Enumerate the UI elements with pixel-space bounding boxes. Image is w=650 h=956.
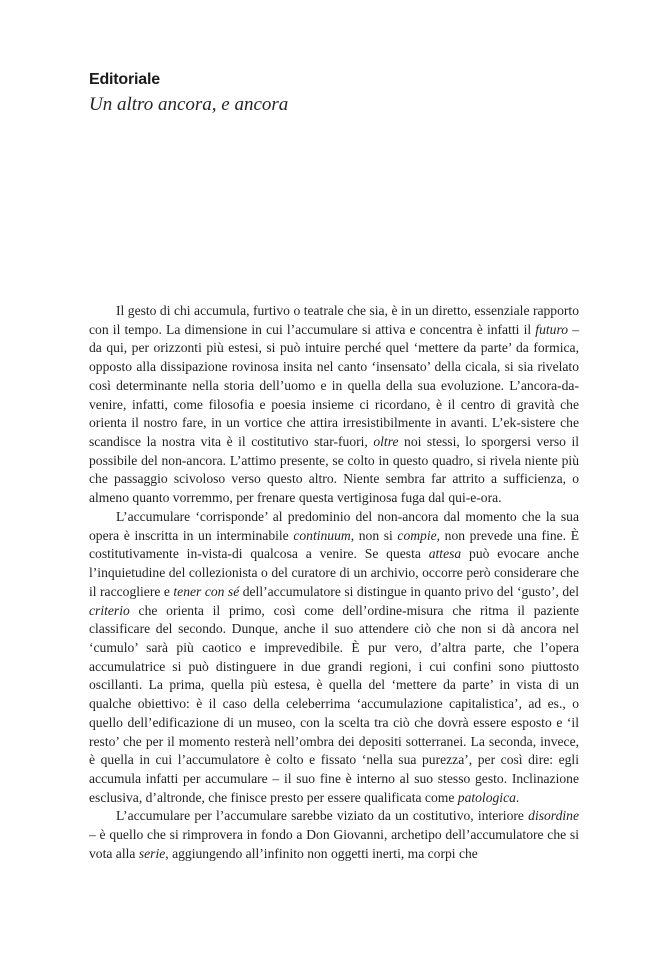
italic-text-run: oltre xyxy=(373,434,399,450)
text-run: dell’accumulatore si distingue in quanto privo del ‘gusto’, del xyxy=(239,583,579,599)
section-rubric: Editoriale xyxy=(89,71,160,88)
article-header xyxy=(89,70,589,117)
body-paragraph xyxy=(89,807,579,863)
text-run: Il gesto di chi accumula, furtivo o teatrale che sia, è in un diretto, essenziale rapporto con il tempo. La dimensione in cui l’accumulare si attiva e concentra è infatti il xyxy=(89,303,579,337)
italic-text-run: patologica xyxy=(457,789,516,805)
italic-text-run: serie xyxy=(138,845,166,861)
body-paragraph xyxy=(89,508,579,808)
text-run: – è quello che si rimprovera in fondo a Don Giovanni, archetipo dell’accumulatore che si vota alla xyxy=(89,827,579,861)
italic-text-run: continuum xyxy=(293,527,351,543)
italic-text-run: compie xyxy=(397,527,437,543)
article-body xyxy=(89,302,579,864)
body-paragraph xyxy=(89,302,579,508)
text-run: noi stessi, lo sporgersi verso il possibile del non-ancora. L’attimo presente, se colto in questo quadro, si rivela niente più che passaggio scivoloso verso questo altro. Niente sembra far attrito a sufficienza, o almeno quanto vorremmo, per frenare questa vertiginosa fuga dal qui-e-ora. xyxy=(89,434,580,506)
text-run: che orienta il primo, così come dell’ordine-misura che ritma il paziente classificare del secondo. Dunque, anche il suo attendere ciò che non si dà ancora nel ‘cumulo’ sarà più caotico e imprevedibile. È pur vero, d’altra parte, che l’opera accumulatrice si può distinguere in due grandi regioni, i cui confini sono piuttosto oscillanti. La prima, quella più estesa, è quella del ‘mettere da parte’ in vista di un qualche obiettivo: è il caso della celeberrima ‘accumulazione capitalistica’, ad es., o quello dell’edificazione di un museo, con la scelta tra ciò che dovrà essere esposto e ‘il resto’ che per il momento resterà nell’ombra dei depositi sotterranei. La seconda, invece, è quella in cui l’accumulatore è colto e fissato ‘nella sua purezza’, per così dire: egli accumula infatti per accumulare – il suo fine è interno al suo stesso gesto. Inclinazione esclusiva, d’altronde, che finisce presto per essere qualificata come xyxy=(89,602,579,805)
italic-text-run: tener con sé xyxy=(173,583,240,599)
italic-text-run: attesa xyxy=(428,546,462,562)
text-run: . xyxy=(515,789,520,805)
italic-text-run: criterio xyxy=(89,602,130,618)
text-run: può evocare anche l’inquietudine del collezionista o del curatore di un archivio, occorre però considerare che il raccogliere e xyxy=(89,546,579,599)
text-run: , aggiungendo all’infinito non oggetti inerti, ma corpi che xyxy=(165,845,478,861)
article-subtitle: Un altro ancora, e ancora xyxy=(89,94,289,115)
italic-text-run: futuro xyxy=(535,321,569,337)
italic-text-run: disordine xyxy=(528,808,579,824)
text-run: L’accumulare ‘corrisponde’ al predominio del non-ancora dal momento che la sua opera è inscritta in un interminabile xyxy=(89,508,579,543)
text-run: , non si xyxy=(350,527,398,543)
text-run: , non prevede una fine. È costitutivamente in-vista-di qualcosa a venire. Se questa xyxy=(89,527,579,562)
text-run: L’accumulare per l’accumulare sarebbe viziato da un costitutivo, interiore xyxy=(116,808,529,824)
text-run: – da qui, per orizzonti più estesi, si può intuire perché quel ‘mettere da parte’ da formica, opposto alla dissipazione rovinosa insita nel canto ‘insensato’ della cicala, si sia rivelato così determinante nella storia dell’uomo e in quella della sua evoluzione. L’ancora-da-venire, infatti, come filosofia e poesia insieme ci ricordano, è il centro di gravità che orienta il nostro fare, in un vortice che attira irresistibilmente in avanti. L’ek-sistere che scandisce la nostra vita è il costitutivo star-fuori, xyxy=(89,321,579,450)
